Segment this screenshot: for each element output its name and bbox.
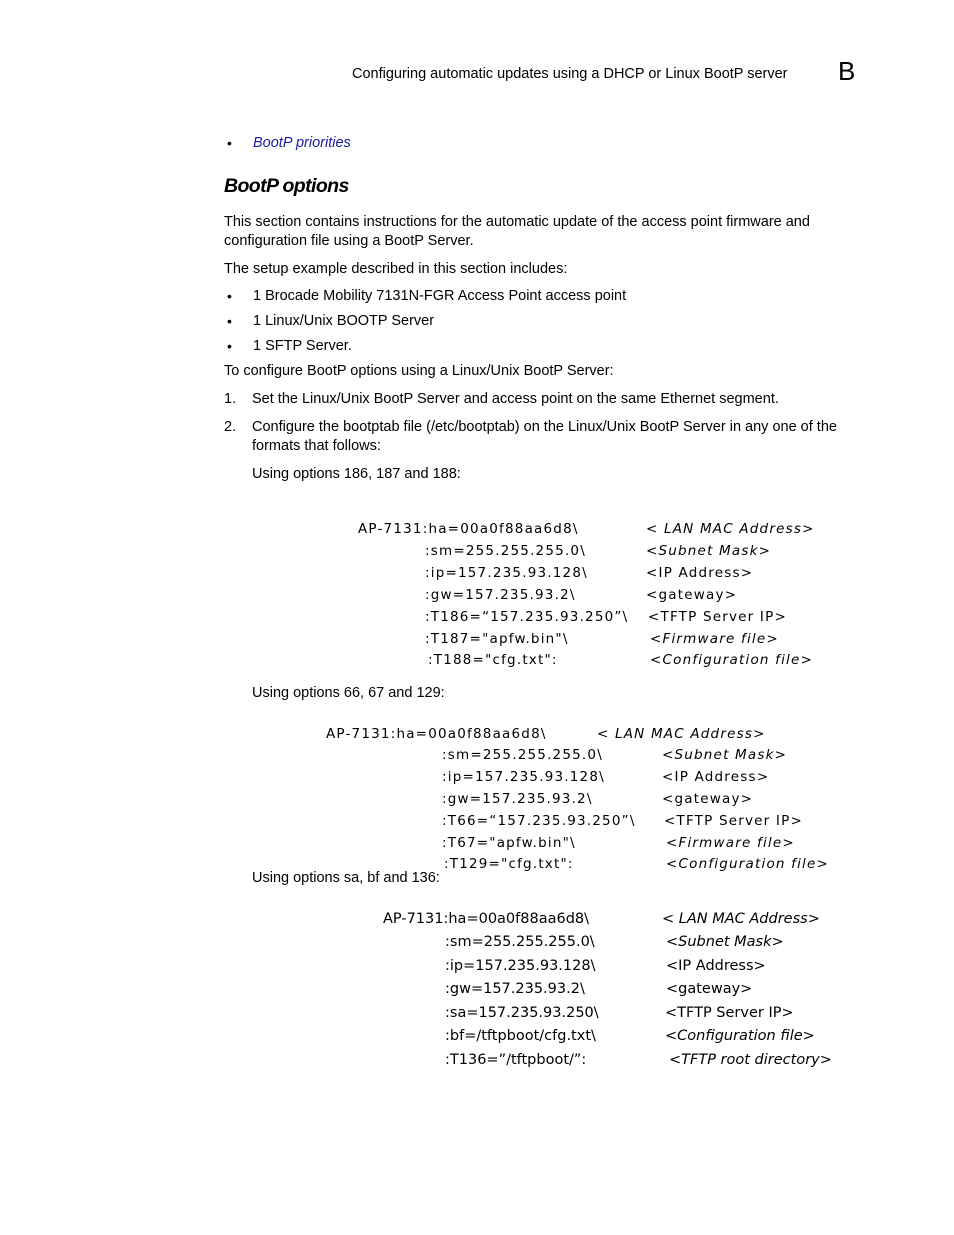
config-comment: <TFTP Server IP> (664, 813, 803, 829)
config-comment: < LAN MAC Address> (597, 726, 766, 742)
config-comment: <TFTP Server IP> (665, 1005, 794, 1021)
options-block-heading: Using options 66, 67 and 129: (252, 685, 445, 701)
config-comment: <Subnet Mask> (662, 747, 788, 763)
config-line: :sm=255.255.255.0\ (445, 934, 595, 950)
config-comment: <TFTP Server IP> (648, 609, 787, 625)
config-comment: <Configuration file> (666, 856, 830, 872)
config-line: AP-7131:ha=00a0f88aa6d8\ (326, 726, 547, 742)
config-line: :gw=157.235.93.2\ (445, 981, 585, 997)
config-comment: <IP Address> (666, 958, 766, 974)
config-line: :gw=157.235.93.2\ (442, 791, 593, 807)
section-title: BootP options (224, 175, 349, 197)
config-comment: <Firmware file> (666, 835, 795, 851)
config-comment: <Configuration file> (665, 1028, 815, 1044)
config-line: AP-7131:ha=00a0f88aa6d8\ (383, 911, 590, 927)
bullet: • (227, 338, 232, 354)
setup-intro: The setup example described in this section includes: (224, 261, 568, 277)
bullet: • (227, 288, 232, 304)
running-header-title: Configuring automatic updates using a DHCP or Linux BootP server (352, 66, 788, 82)
setup-item: 1 SFTP Server. (253, 338, 352, 354)
config-line: :sa=157.235.93.250\ (445, 1005, 599, 1021)
options-block-heading: Using options 186, 187 and 188: (252, 466, 461, 482)
config-comment: <TFTP root directory> (669, 1052, 832, 1068)
options-block-heading: Using options sa, bf and 136: (252, 870, 440, 886)
configure-intro: To configure BootP options using a Linux/Unix BootP Server: (224, 363, 614, 379)
config-line: :T67="apfw.bin"\ (442, 835, 576, 851)
setup-item: 1 Brocade Mobility 7131N-FGR Access Point access point (253, 288, 627, 304)
config-line: :T188="cfg.txt": (428, 652, 558, 668)
step-number: 2. (224, 419, 237, 435)
config-comment: <gateway> (666, 981, 753, 997)
setup-item: 1 Linux/Unix BOOTP Server (253, 313, 435, 329)
config-comment: <IP Address> (662, 769, 770, 785)
step-text: Set the Linux/Unix BootP Server and access point on the same Ethernet segment. (252, 391, 779, 407)
appendix-letter: B (838, 56, 856, 86)
config-line: :ip=157.235.93.128\ (442, 769, 605, 785)
step-text: Configure the bootptab file (/etc/bootptab) on the Linux/Unix BootP Server in any one of the formats that follows: (252, 419, 837, 454)
bullet: • (227, 313, 232, 329)
config-line: :sm=255.255.255.0\ (425, 543, 586, 559)
bootp-priorities-link[interactable]: BootP priorities (253, 135, 351, 151)
config-comment: <IP Address> (646, 565, 754, 581)
config-line: :ip=157.235.93.128\ (445, 958, 596, 974)
config-line: :T66=“157.235.93.250”\ (442, 813, 636, 829)
config-line: :sm=255.255.255.0\ (442, 747, 603, 763)
config-line: AP-7131:ha=00a0f88aa6d8\ (358, 521, 579, 537)
config-comment: < LAN MAC Address> (662, 911, 820, 927)
config-comment: <gateway> (662, 791, 754, 807)
config-line: :ip=157.235.93.128\ (425, 565, 588, 581)
bullet: • (227, 135, 232, 151)
config-line: :T186=“157.235.93.250”\ (425, 609, 629, 625)
config-line: :gw=157.235.93.2\ (425, 587, 576, 603)
config-line: :T136=”/tftpboot/”: (445, 1052, 587, 1068)
config-comment: <Subnet Mask> (666, 934, 784, 950)
step-number: 1. (224, 391, 237, 407)
intro-paragraph: This section contains instructions for the automatic update of the access point firmware and configuration file using a BootP Server. (224, 214, 810, 249)
config-comment: <Subnet Mask> (646, 543, 772, 559)
config-comment: <Configuration file> (650, 652, 814, 668)
config-comment: < LAN MAC Address> (646, 521, 815, 537)
config-line: :T129="cfg.txt": (444, 856, 574, 872)
config-line: :bf=/tftpboot/cfg.txt\ (445, 1028, 596, 1044)
config-comment: <Firmware file> (650, 631, 779, 647)
config-line: :T187="apfw.bin"\ (425, 631, 569, 647)
config-comment: <gateway> (646, 587, 738, 603)
